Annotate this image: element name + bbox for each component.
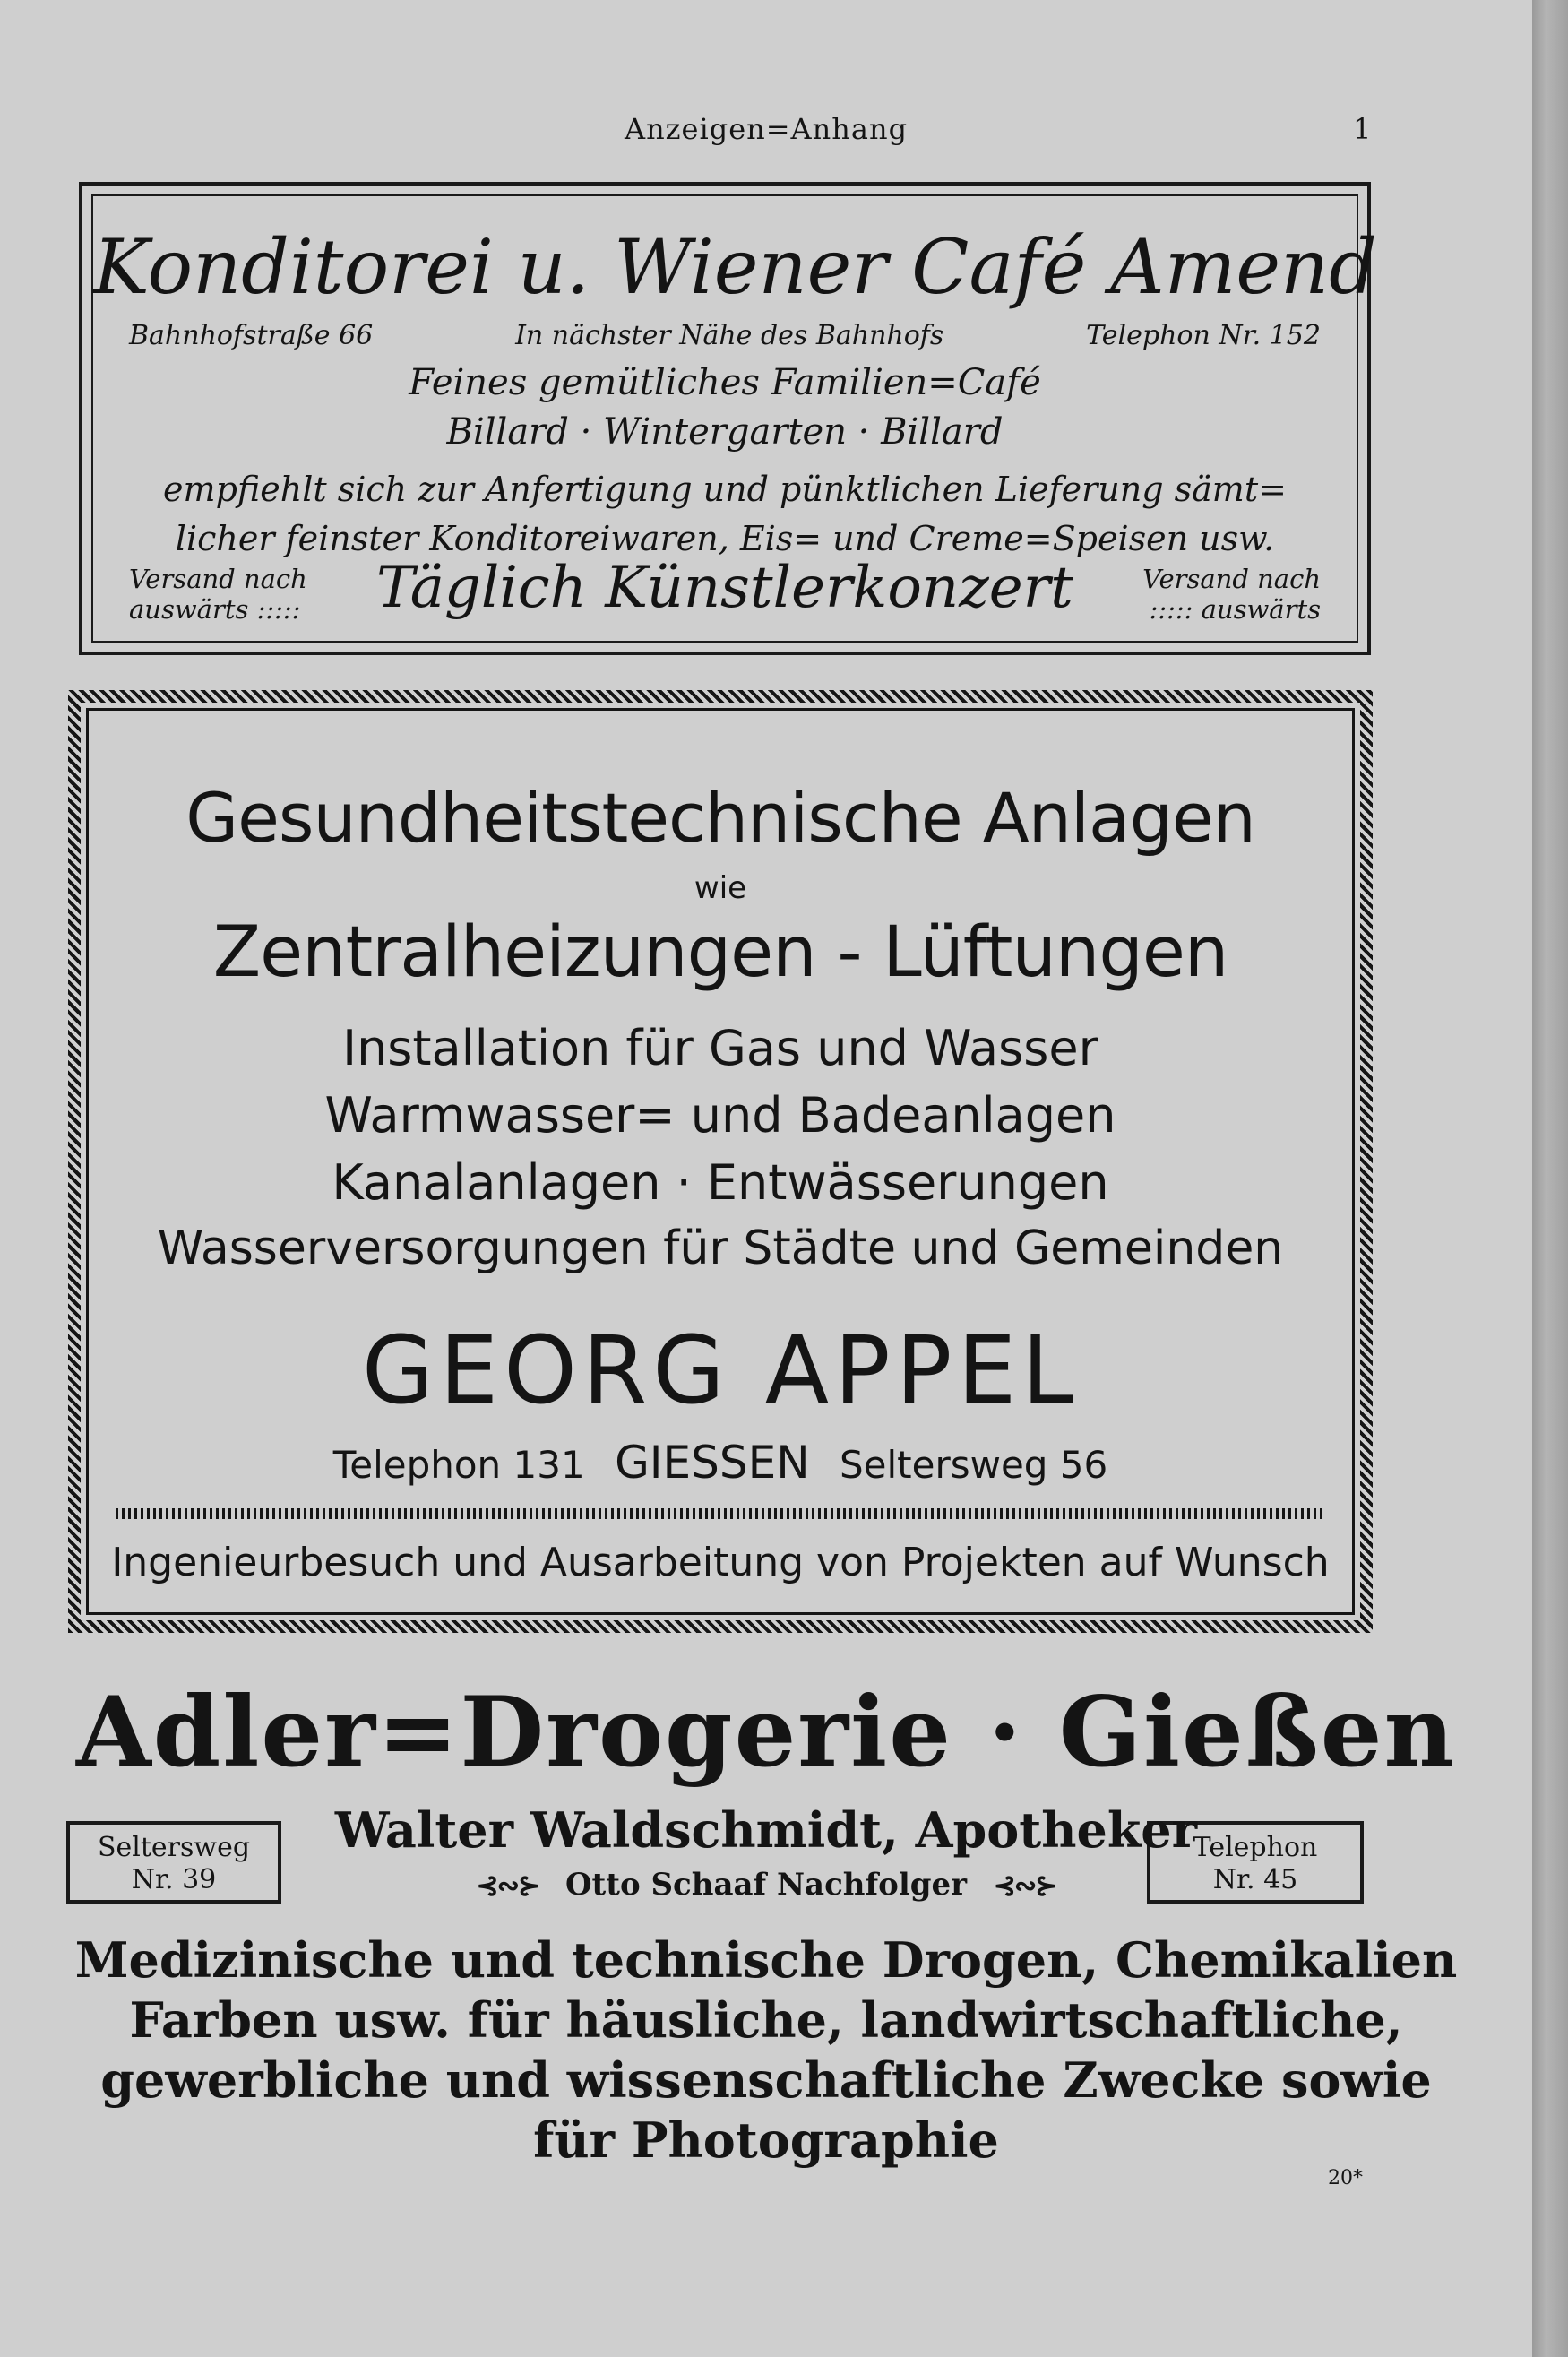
ad-cafe-info-row	[129, 320, 1321, 351]
ad-drogerie-body-3: gewerbliche und wissenschaftliche Zwecke sowie	[100, 2051, 1432, 2109]
ad-cafe-line-3: empfiehlt sich zur Anfertigung und pünktlichen Lieferung sämt=	[163, 470, 1287, 509]
ad-appel-line-2: Warmwasser= und Badeanlagen	[324, 1087, 1116, 1144]
ad-cafe-location: In nächster Nähe des Bahnhofs	[515, 320, 944, 351]
ad-drogerie-body-1: Medizinische und technische Drogen, Chemikalien	[74, 1931, 1458, 1989]
ad-cafe-phone: Telephon Nr. 152	[1086, 320, 1321, 351]
ad-drogerie-owner: Walter Waldschmidt, Apotheker	[334, 1801, 1198, 1859]
ad-drogerie-phone-2: Nr. 45	[1212, 1864, 1298, 1895]
ad-drogerie-successor: Otto Schaaf Nachfolger	[564, 1867, 968, 1903]
ad-cafe-shipping-right-1: Versand nach	[1142, 564, 1321, 594]
ad-appel-city: GIESSEN	[615, 1437, 810, 1489]
running-title: Anzeigen=Anhang	[624, 112, 909, 146]
ad-cafe-line-2: Billard · Wintergarten · Billard	[446, 411, 1004, 453]
ad-georg-appel	[68, 690, 1373, 1633]
ad-drogerie-phone-1: Telephon	[1193, 1832, 1318, 1863]
page-number: 1	[1353, 112, 1372, 146]
ad-appel-footer: Ingenieurbesuch und Ausarbeitung von Projekten auf Wunsch	[111, 1540, 1330, 1585]
ornament-right-icon: ⊰∾⊱	[993, 1870, 1056, 1902]
ad-cafe-shipping-right-2: ::::: auswärts	[1149, 594, 1321, 625]
ad-appel-title-3: Zentralheizungen - Lüftungen	[212, 912, 1228, 993]
ad-appel-divider	[116, 1508, 1325, 1519]
ad-appel-line-1: Installation für Gas und Wasser	[342, 1020, 1098, 1076]
ad-cafe-inner-frame	[91, 194, 1377, 643]
ad-appel-title-2: wie	[694, 870, 747, 906]
ad-cafe-shipping-right	[1142, 564, 1321, 625]
ad-appel-phone: Telephon 131	[332, 1443, 585, 1487]
ad-drogerie-body-2: Farben usw. für häusliche, landwirtschaftliche,	[129, 1991, 1403, 2049]
ad-appel-title-1: Gesundheitstechnische Anlagen	[185, 778, 1255, 858]
ad-drogerie-title: Adler=Drogerie · Gießen	[76, 1676, 1456, 1789]
ad-appel-contact	[89, 1437, 1352, 1489]
ad-appel-inner-frame	[86, 708, 1355, 1615]
ad-drogerie-body-4: für Photographie	[533, 2111, 999, 2169]
ad-drogerie-address-2: Nr. 39	[131, 1864, 217, 1895]
printer-signature: 20*	[1328, 2167, 1363, 2189]
ad-appel-line-4: Wasserversorgungen für Städte und Gemeinden	[157, 1222, 1284, 1275]
ad-cafe-highlight: Täglich Künstlerkonzert	[376, 555, 1073, 621]
page-edge	[1532, 0, 1568, 2357]
ad-cafe-amend	[79, 182, 1377, 655]
ad-cafe-title: Konditorei u. Wiener Café Amend	[93, 223, 1377, 311]
ad-appel-name: GEORG APPEL	[361, 1316, 1080, 1425]
ad-appel-line-3: Kanalanlagen · Entwässerungen	[332, 1154, 1109, 1211]
ad-cafe-shipping-left-2: auswärts :::::	[129, 594, 301, 625]
ad-appel-street: Seltersweg 56	[839, 1443, 1108, 1487]
ad-drogerie-address-1: Seltersweg	[97, 1832, 251, 1863]
ad-cafe-address: Bahnhofstraße 66	[129, 320, 374, 351]
ad-cafe-line-4: licher feinster Konditoreiwaren, Eis= und Creme=Speisen usw.	[175, 519, 1275, 558]
ad-drogerie-successor-line	[0, 1867, 1532, 1903]
ad-cafe-line-1: Feines gemütliches Familien=Café	[409, 362, 1041, 403]
ornament-left-icon: ⊰∾⊱	[476, 1870, 539, 1902]
ad-cafe-shipping-left-1: Versand nach	[129, 564, 307, 594]
